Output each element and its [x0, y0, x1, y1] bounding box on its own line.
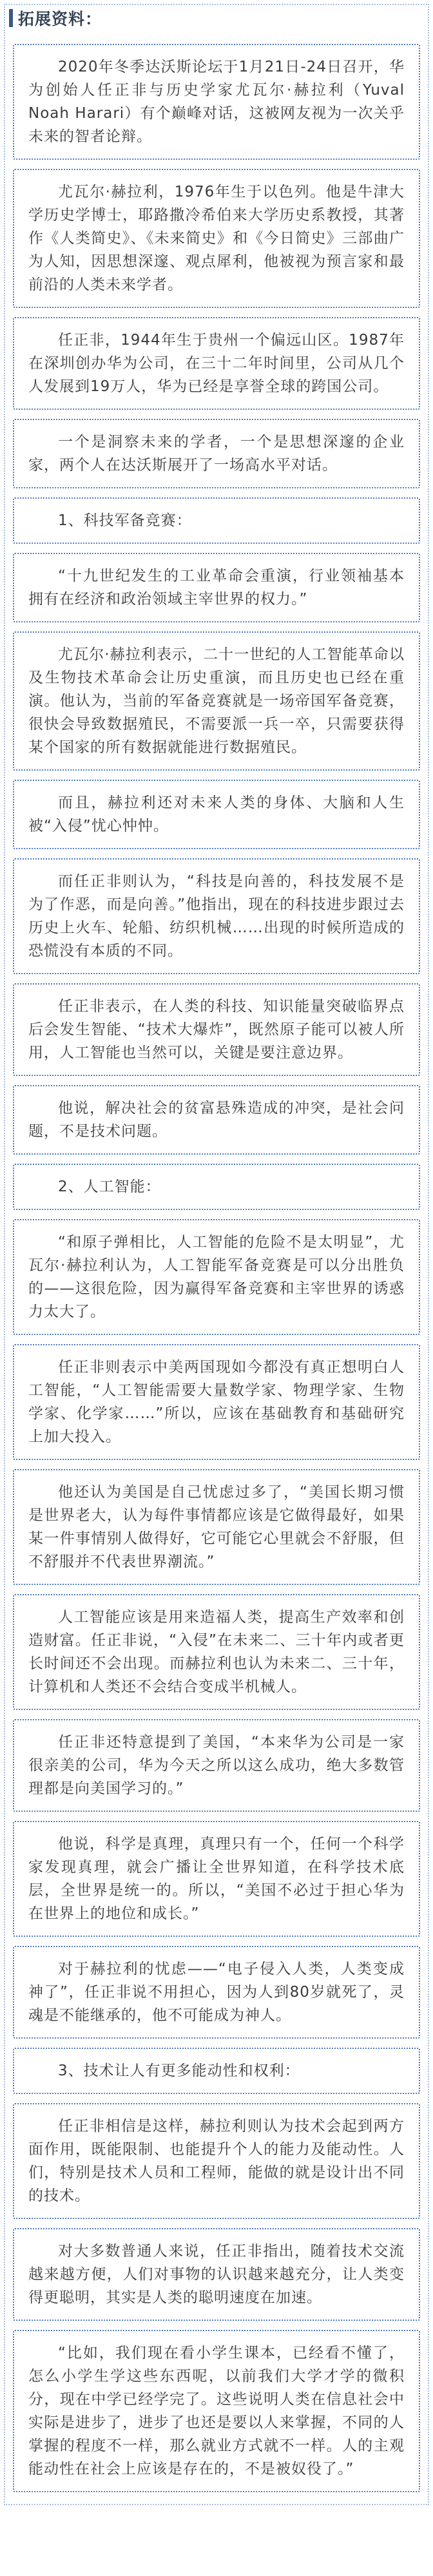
paragraph-15: 任正非还特意提到了美国，“本来华为公司是一家很亲美的公司，华为今天之所以这么成功，绝大多数管理都是向美国学习的。” — [13, 1719, 420, 1812]
paragraph-16: 他说，科学是真理，真理只有一个，任何一个科学家发现真理，就会广播让全世界知道，在科学技术底层，全世界是统一的。所以，“美国不必过于担心华为在世界上的地位和成长。” — [13, 1821, 420, 1937]
title-accent-bar — [9, 9, 13, 27]
paragraph-14: 人工智能应该是用来造福人类，提高生产效率和创造财富。任正非说，“入侵”在未来二、三十年内或者更长时间还不会出现。而赫拉利也认为未来二、三十年，计算机和人类还不会结合变成半机械人。 — [13, 1594, 420, 1710]
paragraph-12: 任正非则表示中美两国现如今都没有真正想明白人工智能，“人工智能需要大量数学家、物理学家、生物学家、化学家……”所以，应该在基础教育和基础研究上加大投入。 — [13, 1344, 420, 1460]
section-heading-3: 3、技术让人有更多能动性和权利： — [13, 2048, 420, 2094]
paragraph-13: 他还认为美国是自己忧虑过多了，“美国长期习惯是世界老大，认为每件事情都应该是它做得最好，如果某一件事情别人做得好，它可能它心里就会不舒服，但不舒服并不代表世界潮流。” — [13, 1469, 420, 1585]
paragraph-9: 任正非表示，在人类的科技、知识能量突破临界点后会发生智能、“技术大爆炸”，既然原子能可以被人所用，人工智能也当然可以，关键是要注意边界。 — [13, 983, 420, 1076]
paragraph-1: 2020年冬季达沃斯论坛于1月21日-24日召开，华为创始人任正非与历史学家尤瓦尔·赫拉利（Yuval Noah Harari）有个巅峰对话，这被网友视为一次关乎未来的智者论辩。 — [13, 44, 420, 160]
paragraph-2: 尤瓦尔·赫拉利，1976年生于以色列。他是牛津大学历史学博士，耶路撒冷希伯来大学历史系教授，其著作《人类简史》、《未来简史》和《今日简史》三部曲广为人知，因思想深邃、观点犀利，他被视为预言家和最前沿的人类未来学者。 — [13, 169, 420, 308]
section-heading-1: 1、科技军备竞赛： — [13, 497, 420, 544]
paragraph-20: “比如，我们现在看小学生课本，已经看不懂了，怎么小学生学这些东西呢，以前我们大学才学的微积分，现在中学已经学完了。这些说明人类在信息社会中实际是进步了，进步了也还是要以人来掌握，不同的人掌握的程度不一样，那么就业方式就不一样。人的主观能动性在社会上应该是存在的，不是被奴役了。” — [13, 2330, 420, 2492]
paragraph-17: 对于赫拉利的忧虑——“电子侵入人类，人类变成神了”，任正非说不用担心，因为人到80岁就死了，灵魂是不能继承的，他不可能成为神人。 — [13, 1946, 420, 2039]
section-heading-2: 2、人工智能： — [13, 1164, 420, 1210]
paragraph-6: 尤瓦尔·赫拉利表示，二十一世纪的人工智能革命以及生物技术革命会让历史重演，而且历史也已经在重演。他认为，当前的军备竞赛就是一场帝国军备竞赛，很快会导致数据殖民，不需要派一兵一卒，只需要获得某个国家的所有数据就能进行数据殖民。 — [13, 631, 420, 771]
paragraph-18: 任正非相信是这样，赫拉利则认为技术会起到两方面作用，既能限制、也能提升个人的能力及能动性。人们，特别是技术人员和工程师，能做的就是设计出不同的技术。 — [13, 2103, 420, 2219]
paragraph-4: 一个是洞察未来的学者，一个是思想深邃的企业家，两个人在达沃斯展开了一场高水平对话。 — [13, 419, 420, 488]
title-row — [9, 6, 424, 30]
paragraph-11: “和原子弹相比，人工智能的危险不是太明显”，尤瓦尔·赫拉利认为，人工智能军备竞赛是可以分出胜负的——这很危险，因为赢得军备竞赛和主宰世界的诱惑力太大了。 — [13, 1219, 420, 1335]
paragraph-3: 任正非，1944年生于贵州一个偏远山区。1987年在深圳创办华为公司，在三十二年时间里，公司从几个人发展到19万人，华为已经是享誉全球的跨国公司。 — [13, 317, 420, 410]
paragraph-19: 对大多数普通人来说，任正非指出，随着技术交流越来越方便，人们对事物的认识越来越充分，让人类变得更聪明，其实是人类的聪明速度在加速。 — [13, 2228, 420, 2321]
page-title: 拓展资料： — [18, 10, 102, 28]
paragraph-8: 而任正非则认为，“科技是向善的，科技发展不是为了作恶，而是向善。”他指出，现在的科技进步跟过去历史上火车、轮船、纺织机械……出现的时候所造成的恐慌没有本质的不同。 — [13, 858, 420, 974]
paragraph-list — [9, 44, 424, 2492]
paragraph-7: 而且，赫拉利还对未来人类的身体、大脑和人生被“入侵”忧心忡忡。 — [13, 780, 420, 849]
paragraph-5: “十九世纪发生的工业革命会重演，行业领袖基本拥有在经济和政治领域主宰世界的权力。” — [13, 553, 420, 622]
paragraph-10: 他说，解决社会的贫富悬殊造成的冲突，是社会问题，不是技术问题。 — [13, 1085, 420, 1155]
